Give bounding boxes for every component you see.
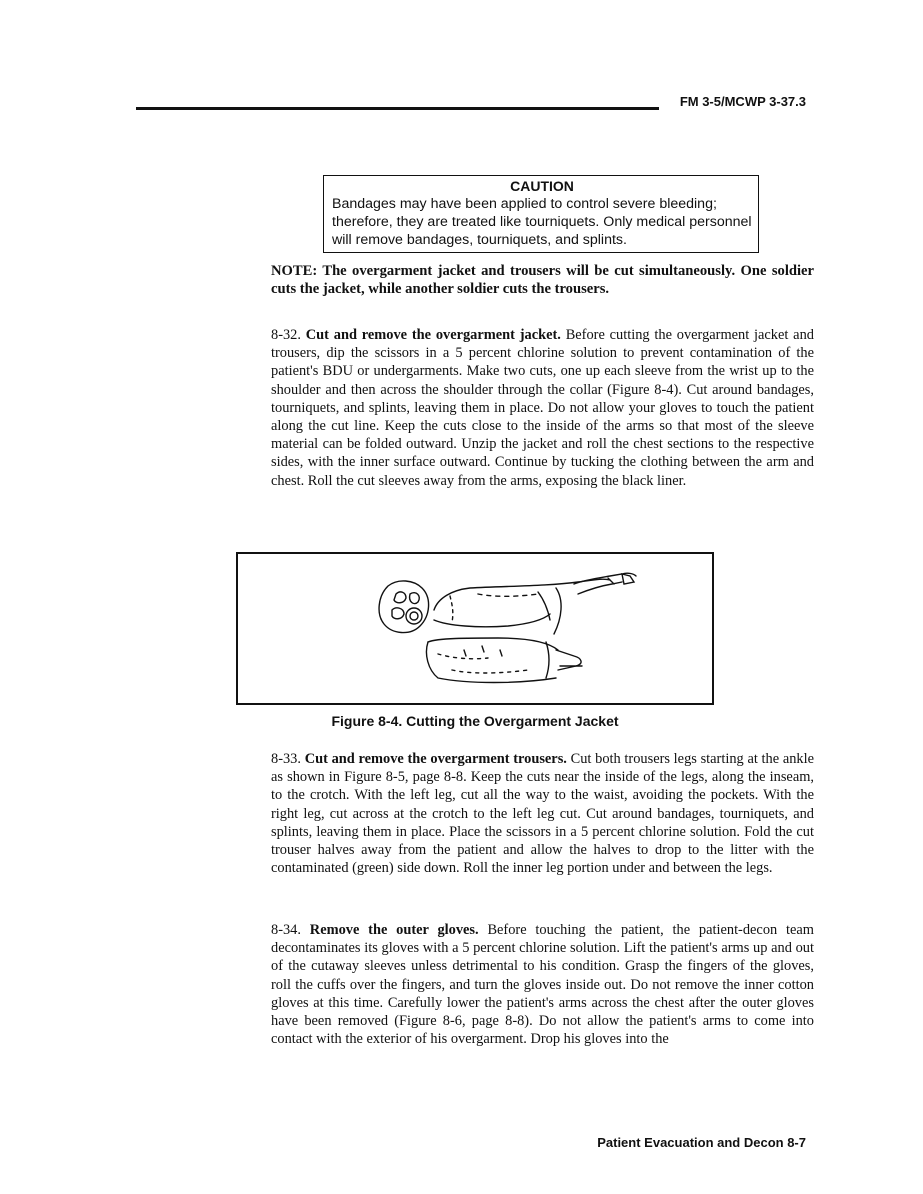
header-rule [136,107,659,110]
paragraph-number: 8-32. [271,327,301,343]
paragraph-8-34 [271,921,814,1048]
note-paragraph: NOTE: The overgarment jacket and trousers will be cut simultaneously. One soldier cuts the jacket, while another soldier cuts the trousers. [271,263,814,298]
patient-jacket-illustration [238,554,712,703]
paragraph-heading: Cut and remove the overgarment jacket. [305,327,561,343]
figure-8-4-frame [236,552,714,705]
paragraph-body: Before touching the patient, the patient-decon team decontaminates its gloves with a 5 percent chlorine solution. Lift the patient's arms up and out of the cutaway sleeves unless detrimental to his condition. Grasp the fingers of the gloves, roll the cuffs over the fingers, and turn the gloves inside out. Do not remove the inner cotton gloves at this time. Carefully lower the patient's arms across the chest after the outer gloves have been removed (Figure 8-6, page 8-8). Do not allow the patient's arms to come into contact with the exterior of his overgarment. Drop his gloves into the [271,922,814,1048]
caution-text: Bandages may have been applied to control severe bleeding; therefore, they are treated like tourniquets. Only medical personnel will remove bandages, tourniquets, and splints. [332,196,752,248]
paragraph-body: Cut both trousers legs starting at the ankle as shown in Figure 8-5, page 8-8. Keep the cuts near the inside of the legs, along the inseam, to the crotch. With the left leg, cut all the way to the waist, avoiding the pockets. With the right leg, cut across at the crotch to the left leg cut. Cut around bandages, tourniquets, and splints, leaving them in place. Place the scissors in a 5 percent chlorine solution. Fold the cut trouser halves away from the patient and allow the halves to drop to the litter with the contaminated (green) side down. Roll the inner leg portion under and between the legs. [271,751,814,877]
page-footer: Patient Evacuation and Decon 8-7 [597,1135,806,1150]
paragraph-number: 8-33. [271,751,301,767]
paragraph-8-33 [271,750,814,877]
figure-caption: Figure 8-4. Cutting the Overgarment Jacket [331,713,619,729]
caution-box [323,175,759,253]
document-code: FM 3-5/MCWP 3-37.3 [679,94,806,109]
paragraph-number: 8-34. [271,922,301,938]
paragraph-body: Before cutting the overgarment jacket and trousers, dip the scissors in a 5 percent chlorine solution to prevent contamination of the patient's BDU or undergarments. Make two cuts, one up each sleeve from the wrist up to the shoulder and then across the shoulder through the collar (Figure 8-4). Cut around bandages, tourniquets, and splints, leaving them in place. Do not allow your gloves to touch the patient along the cut line. Keep the cuts close to the inside of the arms so that most of the sleeve material can be folded outward. Unzip the jacket and roll the chest sections to the respective sides, with the inner surface outward. Continue by tucking the clothing between the arm and chest. Roll the cut sleeves away from the arms, exposing the black liner. [271,327,814,489]
paragraph-heading: Remove the outer gloves. [309,922,479,938]
caution-title: CAUTION [510,178,574,194]
paragraph-8-32 [271,326,814,490]
paragraph-heading: Cut and remove the overgarment trousers. [304,751,567,767]
